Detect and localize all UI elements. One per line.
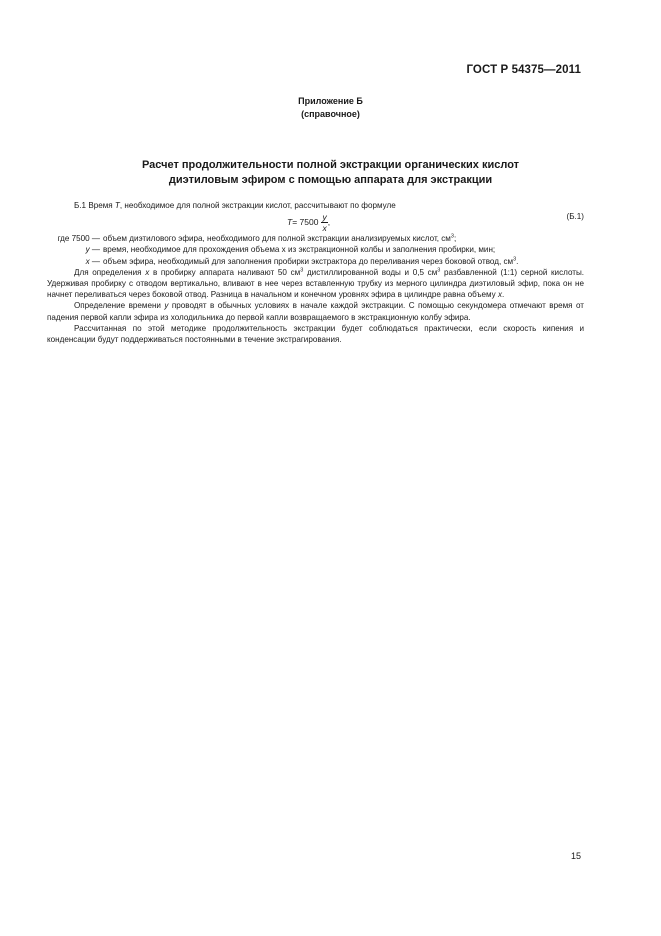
document-body: [47, 200, 584, 345]
definition-text: объем эфира, необходимый для заполнения пробирки экстрактора до переливания через боковой отвод, $см^3$.: [103, 255, 519, 266]
formula-row: [47, 211, 584, 233]
appendix-label: Приложение Б: [298, 96, 363, 106]
definition-term: y —: [85, 245, 100, 255]
clause-intro: Б.1 Время T, необходимое для полной экстракции кислот, рассчитывают по формуле: [74, 201, 396, 210]
definition-term: x —: [85, 256, 100, 266]
formula-fraction: $\frac{y}{x}$: [322, 211, 327, 233]
paragraph-2: Определение времени y проводят в обычных условиях в начале каждой экстракции. С помощью секундомера отмечают время от падения первой капли эфира из холодильника до первой капли возвращаемого в экстракционную колбу эфира.: [47, 301, 584, 322]
definition-term: где 7500 —: [57, 234, 100, 244]
formula: T = 7500 $\frac{y}{x}$ ,: [287, 211, 331, 233]
standard-number: ГОСТ Р 54375—2011: [466, 64, 581, 76]
page-number: 15: [570, 851, 581, 861]
title-line-2: диэтиловым эфиром с помощью аппарата для экстракции: [168, 174, 493, 186]
appendix-type: (справочное): [301, 109, 360, 119]
definition-text: время, необходимое для прохождения объема x из экстракционной колбы и заполнения пробирки, мин;: [103, 245, 496, 255]
definition-text: объем диэтилового эфира, необходимого для полной экстракции анализируемых кислот, $см^3$;: [103, 233, 457, 244]
definitions-list: [47, 233, 584, 267]
title-line-1: Расчет продолжительности полной экстракции органических кислот: [141, 159, 520, 171]
paragraph-3: Рассчитанная по этой методике продолжительность экстракции будет соблюдаться практически, если скорость кипения и конденсации будут поддерживаться постоянными в течение экстрагирования.: [47, 323, 584, 345]
clause-number: Б.1: [74, 201, 87, 210]
paragraph-1: Для определения x в пробирку аппарата наливают 50 $см^3$ дистиллированной воды и 0,5 $см^3$ разбавленной (1:1) серной кислоты. Удерживая пробирку с отводом вертикально, вливают в нее через вставленную трубку из мерного цилиндра диэтиловый эфир, пока он не начнет переливаться через боковой отвод. Разница в начальном и конечном уровнях эфира в цилиндре равна объему x.: [47, 267, 585, 300]
formula-number: (Б.1): [566, 212, 584, 222]
